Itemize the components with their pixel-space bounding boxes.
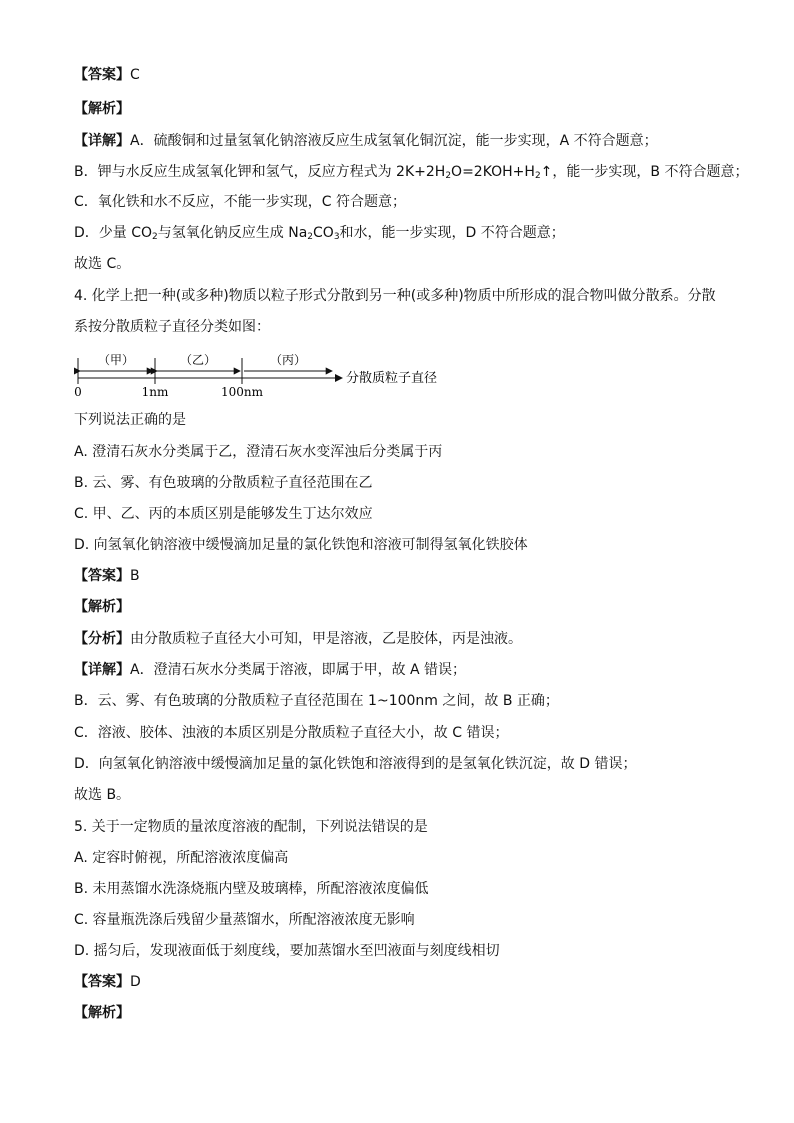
analysis-label: 【解析】 bbox=[74, 599, 130, 615]
detail-label: 【详解】 bbox=[74, 133, 130, 149]
tick-label-1nm: 1nm bbox=[141, 385, 169, 398]
detail-text: A．硫酸铜和过量氢氧化钠溶液反应生成氢氧化铜沉淀，能一步实现，A 不符合题意； bbox=[130, 133, 658, 149]
axis-label: 分散质粒子直径 bbox=[346, 371, 438, 386]
q5-option-d bbox=[74, 942, 734, 960]
answer-value: B bbox=[130, 568, 140, 584]
q4-answer bbox=[74, 567, 734, 585]
label-bing: （丙） bbox=[269, 353, 307, 367]
answer-label: 【答案】 bbox=[74, 974, 130, 990]
q5-analysis bbox=[74, 1004, 734, 1022]
q4-detail-a bbox=[74, 661, 734, 679]
q5-option-a bbox=[74, 849, 734, 867]
q5-answer bbox=[74, 973, 734, 991]
text-segment: 故选 B。 bbox=[74, 787, 131, 803]
text-segment: 4. 化学上把一种(或多种)物质以粒子形式分散到另一种(或多种)物质中所形成的混合物叫做分散系。分散 bbox=[74, 288, 716, 304]
q3-detail-c bbox=[74, 193, 734, 211]
q5-option-c bbox=[74, 911, 734, 929]
q4-conclusion bbox=[74, 786, 734, 804]
q4-option-c bbox=[74, 505, 734, 523]
q3-detail-a bbox=[74, 132, 734, 150]
text-segment: D. 向氢氧化钠溶液中缓慢滴加足量的氯化铁饱和溶液可制得氢氧化铁胶体 bbox=[74, 537, 528, 553]
text-segment: B．云、雾、有色玻璃的分散质粒子直径范围在 1~100nm 之间，故 B 正确； bbox=[74, 693, 559, 709]
text-segment: 和水，能一步实现，D 不符合题意； bbox=[339, 225, 565, 241]
answer-label: 【答案】 bbox=[74, 568, 130, 584]
q3-conclusion bbox=[74, 255, 734, 273]
detail-label: 【详解】 bbox=[74, 662, 130, 678]
text-segment: D．少量 CO bbox=[74, 225, 153, 241]
text-segment: B. 未用蒸馏水洗涤烧瓶内壁及玻璃棒，所配溶液浓度偏低 bbox=[74, 881, 429, 897]
q4-fenxi bbox=[74, 630, 734, 648]
analysis-label: 【解析】 bbox=[74, 1005, 130, 1021]
q3-detail-d bbox=[74, 224, 734, 242]
q4-option-b bbox=[74, 474, 734, 492]
q4-option-d bbox=[74, 536, 734, 554]
q4-question bbox=[74, 411, 734, 429]
text-segment: A. 澄清石灰水分类属于乙，澄清石灰水变浑浊后分类属于丙 bbox=[74, 444, 443, 460]
q3-detail-b bbox=[74, 163, 749, 181]
answer-value: D bbox=[130, 974, 141, 990]
q4-detail-b bbox=[74, 692, 734, 710]
q4-option-a bbox=[74, 443, 734, 461]
text-segment: 故选 C。 bbox=[74, 256, 131, 272]
subscript: 2 bbox=[152, 232, 158, 242]
q4-stem-line2 bbox=[74, 318, 734, 336]
text-segment: D．向氢氧化钠溶液中缓慢滴加足量的氯化铁饱和溶液得到的是氢氧化铁沉淀，故 D 错误； bbox=[74, 756, 637, 772]
q4-analysis bbox=[74, 598, 734, 616]
q4-detail-c bbox=[74, 724, 734, 742]
dispersion-diagram bbox=[74, 346, 474, 398]
q3-analysis bbox=[74, 100, 734, 118]
fenxi-label: 【分析】 bbox=[74, 631, 130, 647]
label-jia: （甲） bbox=[97, 353, 135, 367]
tick-label-0: 0 bbox=[74, 385, 82, 398]
text-segment: A．澄清石灰水分类属于溶液，即属于甲，故 A 错误； bbox=[130, 662, 467, 678]
subscript: 2 bbox=[445, 171, 452, 181]
text-segment: CO bbox=[313, 225, 334, 241]
text-segment: C. 容量瓶洗涤后残留少量蒸馏水，所配溶液浓度无影响 bbox=[74, 912, 415, 928]
q4-detail-d bbox=[74, 755, 734, 773]
q5-stem bbox=[74, 818, 734, 836]
text-segment: D. 摇匀后，发现液面低于刻度线，要加蒸馏水至凹液面与刻度线相切 bbox=[74, 943, 500, 959]
answer-value: C bbox=[130, 67, 140, 83]
q3-answer bbox=[74, 66, 734, 84]
text-segment: C．氧化铁和水不反应，不能一步实现，C 符合题意； bbox=[74, 194, 406, 210]
text-segment: 5. 关于一定物质的量浓度溶液的配制，下列说法错误的是 bbox=[74, 819, 428, 835]
text-segment: 下列说法正确的是 bbox=[74, 412, 186, 428]
subscript: 2 bbox=[307, 232, 314, 242]
subscript: 2 bbox=[534, 171, 541, 181]
answer-label: 【答案】 bbox=[74, 67, 130, 83]
text-segment: C．溶液、胶体、浊液的本质区别是分散质粒子直径大小，故 C 错误； bbox=[74, 725, 509, 741]
label-yi: （乙） bbox=[179, 353, 217, 367]
text-segment: 与氢氧化钠反应生成 Na bbox=[157, 225, 308, 241]
text-segment: 系按分散质粒子直径分类如图： bbox=[74, 319, 270, 335]
text-segment: A. 定容时俯视，所配溶液浓度偏高 bbox=[74, 850, 289, 866]
text-segment: 由分散质粒子直径大小可知，甲是溶液，乙是胶体，丙是浊液。 bbox=[130, 631, 522, 647]
text-segment: B. 云、雾、有色玻璃的分散质粒子直径范围在乙 bbox=[74, 475, 373, 491]
q4-stem-line1 bbox=[74, 287, 734, 305]
text-segment: C. 甲、乙、丙的本质区别是能够发生丁达尔效应 bbox=[74, 506, 373, 522]
tick-label-100nm: 100nm bbox=[220, 385, 264, 398]
text-segment: O=2KOH+H bbox=[451, 164, 535, 180]
analysis-label: 【解析】 bbox=[74, 101, 130, 117]
text-segment: ↑，能一步实现，B 不符合题意； bbox=[540, 164, 749, 180]
subscript: 3 bbox=[333, 232, 340, 242]
text-segment: B．钾与水反应生成氢氧化钾和氢气，反应方程式为 2K+2H bbox=[74, 164, 446, 180]
q5-option-b bbox=[74, 880, 734, 898]
